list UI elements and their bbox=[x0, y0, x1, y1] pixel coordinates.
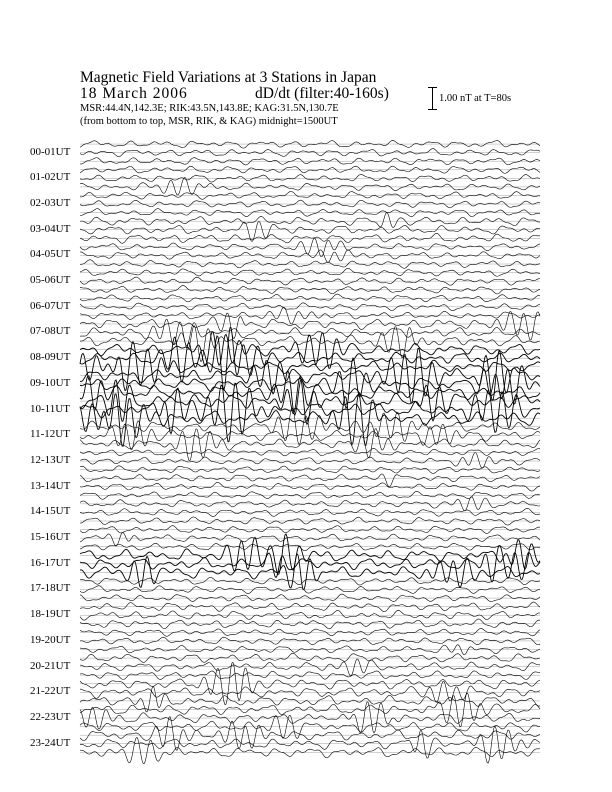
station-trace bbox=[80, 474, 540, 487]
station-trace bbox=[80, 577, 540, 585]
station-trace bbox=[80, 645, 540, 655]
hour-label: 14-15UT bbox=[30, 505, 71, 518]
station-trace bbox=[80, 452, 540, 468]
station-trace bbox=[80, 268, 540, 276]
hour-label: 04-05UT bbox=[30, 248, 71, 261]
station-trace bbox=[80, 178, 540, 195]
station-trace bbox=[80, 238, 540, 257]
station-trace bbox=[80, 602, 540, 612]
hour-label: 02-03UT bbox=[30, 196, 71, 209]
station-order-note: (from bottom to top, MSR, RIK, & KAG) midnight=1500UT bbox=[80, 116, 338, 127]
hour-label: 11-12UT bbox=[30, 428, 70, 441]
hour-label: 00-01UT bbox=[30, 145, 71, 158]
hour-label: 10-11UT bbox=[30, 402, 70, 415]
chart-date: 18 March 2006 bbox=[80, 85, 188, 102]
filter-label: dD/dt (filter:40-160s) bbox=[255, 85, 389, 102]
station-trace bbox=[80, 294, 540, 302]
hour-label: 12-13UT bbox=[30, 453, 71, 466]
hour-label: 21-22UT bbox=[30, 685, 71, 698]
station-trace bbox=[80, 250, 540, 263]
hour-label: 16-17UT bbox=[30, 556, 71, 569]
station-trace bbox=[80, 726, 540, 763]
hour-label: 07-08UT bbox=[30, 325, 71, 338]
hour-label: 18-19UT bbox=[30, 608, 71, 621]
station-trace bbox=[80, 594, 540, 601]
station-trace bbox=[80, 653, 540, 662]
station-trace bbox=[80, 358, 540, 408]
hour-label: 05-06UT bbox=[30, 274, 71, 286]
station-trace bbox=[80, 717, 540, 751]
chart-title: Magnetic Field Variations at 3 Stations in Japan bbox=[80, 69, 377, 86]
hour-label: 08-09UT bbox=[30, 351, 71, 364]
hour-label: 23-24UT bbox=[30, 736, 71, 749]
station-trace bbox=[80, 693, 540, 727]
station-trace bbox=[80, 140, 540, 148]
hour-label: 17-18UT bbox=[30, 582, 71, 595]
station-trace bbox=[80, 554, 540, 590]
hour-label: 01-02UT bbox=[30, 171, 71, 184]
hour-label: 15-16UT bbox=[30, 531, 71, 543]
station-trace bbox=[80, 348, 540, 403]
station-trace bbox=[80, 662, 540, 704]
hour-label: 09-10UT bbox=[30, 376, 71, 389]
station-trace bbox=[80, 213, 540, 228]
hour-label: 13-14UT bbox=[30, 479, 71, 492]
scale-bar-label: 1.00 nT at T=80s bbox=[439, 93, 512, 104]
hour-label: 22-23UT bbox=[30, 710, 71, 723]
station-trace bbox=[80, 326, 540, 362]
station-trace bbox=[80, 543, 540, 550]
hour-label: 03-04UT bbox=[30, 222, 71, 235]
hour-label: 06-07UT bbox=[30, 299, 71, 312]
station-trace bbox=[80, 533, 540, 546]
hour-label: 20-21UT bbox=[30, 659, 71, 672]
station-coordinates: MSR:44.4N,142.3E; RIK:43.5N,143.8E; KAG:31.5N,130.7E bbox=[80, 103, 339, 114]
hour-label: 19-20UT bbox=[30, 633, 71, 646]
